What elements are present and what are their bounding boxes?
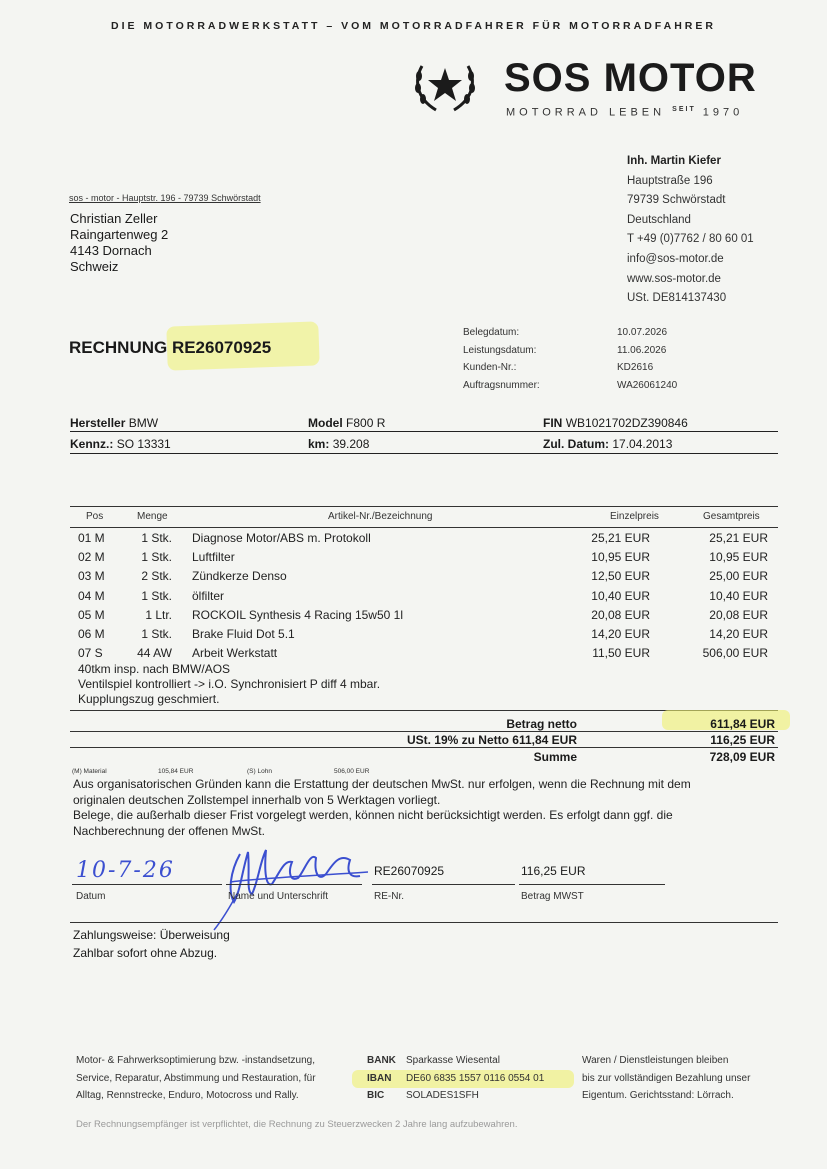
cell-unit-price: 14,20 EUR [591,627,650,641]
company-vat: USt. DE814137430 [627,292,727,305]
cell-qty: 1 Stk. [141,531,172,545]
meta-label: Auftragsnummer: [463,379,540,391]
netto-value: 611,84 EUR [710,717,775,731]
recipient-city: 4143 Dornach [70,243,152,258]
meta-value: KD2616 [617,362,654,373]
invoice-meta-labels [463,324,540,394]
plate-value: SO 13331 [116,437,171,451]
company-city: 79739 Schwörstadt [627,194,726,207]
cell-unit-price: 12,50 EUR [591,569,650,584]
name-label: Name und Unterschrift [228,891,329,902]
vat-refund-notice [73,777,763,839]
labor-label: (S) Lohn [247,768,272,775]
footer-line: Alltag, Rennstrecke, Enduro, Motocross und Rally. [76,1090,299,1101]
vehicle-model [308,416,385,430]
plate-label: Kennz.: [70,437,114,451]
mwst-line [519,884,665,885]
netto-label: Betrag netto [506,717,577,731]
cell-unit-price: 25,21 EUR [591,531,650,545]
cell-desc: Arbeit Werkstatt [192,646,278,661]
bic-label: BIC [367,1090,385,1101]
footer-terms [582,1052,750,1105]
cell-total: 25,21 EUR [709,531,768,545]
recipient-address [70,211,168,275]
cell-qty: 2 Stk. [141,569,172,584]
star-laurel-icon [410,60,480,116]
signature-line [226,884,362,885]
company-country: Deutschland [627,213,691,226]
model-value: F800 R [346,416,386,430]
note-line: Kupplungszug geschmiert. [78,692,220,706]
vehicle-km [308,437,369,451]
footer-services [76,1052,316,1105]
handwritten-signature [200,832,370,932]
cell-qty: 1 Stk. [141,588,172,603]
col-header-unit-price: Einzelpreis [610,511,659,522]
footer-line: Motor- & Fahrwerksoptimierung bzw. -instandsetzung, [76,1055,315,1066]
table-header-rule [70,527,778,528]
footer-line: bis zur vollständigen Bezahlung unser [582,1072,751,1084]
vehicle-plate [70,437,171,451]
payment-rule [70,922,778,923]
footer-bank-labels [367,1052,396,1105]
recipient-name: Christian Zeller [70,211,158,226]
material-value: 105,84 EUR [158,768,194,775]
notice-line: originalen deutschen Zollstempel innerhalb von 5 Werktagen vorliegt. [73,792,441,807]
date-label: Datum [76,891,106,902]
meta-value: 10.07.2026 [617,327,668,338]
tagline: DIE MOTORRADWERKSTATT – VOM MOTORRADFAHRER FÜR MOTORRADFAHRER [111,20,716,32]
company-address [627,152,754,309]
vehicle-manufacturer [70,416,158,430]
col-header-total: Gesamtpreis [703,511,760,522]
brand-sub-text: MOTORRAD LEBEN [506,106,666,119]
cell-pos: 01 M [78,531,105,545]
company-email: info@sos-motor.de [627,252,724,265]
cell-unit-price: 11,50 EUR [592,646,650,661]
notice-line: Belege, die außerhalb dieser Frist vorgelegt werden, können nicht berücksichtigt werden. Es erfolgt dann ggf. die [73,808,673,822]
cell-total: 10,40 EUR [709,588,768,603]
brand-year: 1970 [702,106,744,119]
re-number: RE26070925 [374,864,445,878]
mwst-label: Betrag MWST [521,891,584,902]
cell-desc: ROCKOIL Synthesis 4 Racing 15w50 1l [192,607,403,622]
cell-unit-price: 10,40 EUR [591,588,650,603]
footer-line: Service, Reparatur, Abstimmung und Restauration, für [76,1072,316,1084]
iban-value: DE60 6835 1557 0116 0554 01 [406,1072,545,1084]
retention-notice: Der Rechnungsempfänger ist verpflichtet, die Rechnung zu Steuerzwecken 2 Jahre lang aufzubewahren. [76,1119,518,1130]
iban-label: IBAN [367,1072,392,1084]
meta-label: Leistungsdatum: [463,344,537,356]
col-header-desc: Artikel-Nr./Bezeichnung [328,511,433,522]
cell-pos: 02 M [78,550,105,565]
cell-qty: 1 Ltr. [145,607,172,622]
cell-unit-price: 20,08 EUR [591,607,650,622]
brand-subtitle [506,106,743,119]
cell-unit-price: 10,95 EUR [591,550,650,565]
fin-label: FIN [543,416,563,430]
notice-line: Nachberechnung der offenen MwSt. [73,823,265,838]
sender-line: sos - motor - Hauptstr. 196 - 79739 Schwörstadt [69,193,261,203]
meta-label: Belegdatum: [463,327,520,338]
cell-desc: ölfilter [192,588,225,603]
cell-total: 14,20 EUR [709,627,768,641]
fin-value: WB1021702DZ390846 [565,416,688,430]
model-label: Model [308,416,343,430]
totals-rule [70,747,778,748]
sum-label: Summe [533,750,577,764]
col-header-pos: Pos [86,511,104,522]
manufacturer-label: Hersteller [70,416,126,430]
cell-qty: 1 Stk. [141,550,172,565]
cell-pos: 05 M [78,607,105,622]
note-line: 40tkm insp. nach BMW/AOS [78,662,231,676]
note-line: Ventilspiel kontrolliert -> i.O. Synchronisiert P diff 4 mbar. [78,677,381,691]
invoice-title: RECHNUNG RE26070925 [69,338,272,357]
meta-value: WA26061240 [617,379,678,391]
cell-pos: 07 S [78,646,103,661]
totals-rule [70,731,778,732]
payment-due: Zahlbar sofort ohne Abzug. [73,946,218,960]
company-web: www.sos-motor.de [627,272,721,285]
company-phone: T +49 (0)7762 / 80 60 01 [627,233,754,246]
mwst-amount: 116,25 EUR [521,864,586,878]
meta-label: Kunden-Nr.: [463,362,517,373]
company-street: Hauptstraße 196 [627,174,713,187]
sum-value: 728,09 EUR [709,750,775,764]
cell-pos: 04 M [78,588,105,603]
brand-seit: SEIT [672,106,696,113]
vehicle-registration [543,437,672,451]
company-owner: Inh. Martin Kiefer [627,155,721,167]
brand-logo: SOS MOTOR [504,56,757,100]
km-value: 39.208 [332,437,370,451]
col-header-qty: Menge [137,511,168,522]
cell-pos: 06 M [78,627,105,641]
labor-value: 506,00 EUR [334,768,370,775]
re-line [372,884,515,885]
date-line [72,884,222,885]
footer-line: Waren / Dienstleistungen bleiben [582,1055,729,1066]
material-label: (M) Material [72,768,107,775]
cell-desc: Diagnose Motor/ABS m. Protokoll [192,531,371,545]
payment-terms [73,926,230,962]
recipient-country: Schweiz [70,259,119,274]
vehicle-fin [543,416,688,430]
vat-value: 116,25 EUR [710,733,775,747]
cell-qty: 1 Stk. [141,627,172,641]
notice-line: Aus organisatorischen Gründen kann die Erstattung der deutschen MwSt. nur erfolgen, wenn die Rechnung mit dem [73,777,691,791]
cell-total: 506,00 EUR [702,646,768,661]
cell-total: 10,95 EUR [709,550,768,565]
vehicle-divider [70,431,778,432]
work-notes [78,662,380,707]
payment-method: Zahlungsweise: Überweisung [73,928,230,942]
bank-label: BANK [367,1055,396,1066]
cell-desc: Brake Fluid Dot 5.1 [192,627,295,641]
manufacturer-value: BMW [128,416,159,430]
re-label: RE-Nr. [374,891,404,902]
vat-label: USt. 19% zu Netto 611,84 EUR [406,733,577,747]
cell-desc: Zündkerze Denso [192,569,287,584]
cell-total: 25,00 EUR [709,569,768,584]
footer-bank-values [406,1052,544,1105]
cell-pos: 03 M [78,569,105,584]
cell-qty: 44 AW [137,646,172,661]
bank-value: Sparkasse Wiesental [406,1055,500,1066]
km-label: km: [308,437,330,451]
registration-value: 17.04.2013 [612,437,673,451]
recipient-street: Raingartenweg 2 [70,227,169,242]
bic-value: SOLADES1SFH [406,1090,479,1101]
registration-label: Zul. Datum: [543,437,609,451]
handwritten-date: 10-7-26 [76,858,175,883]
footer-line: Eigentum. Gerichtsstand: Lörrach. [582,1090,734,1101]
invoice-meta-values [617,324,677,394]
table-top-rule [70,506,778,507]
cell-desc: Luftfilter [192,550,235,565]
vehicle-divider [70,453,778,454]
cell-total: 20,08 EUR [709,607,768,622]
meta-value: 11.06.2026 [617,344,667,356]
